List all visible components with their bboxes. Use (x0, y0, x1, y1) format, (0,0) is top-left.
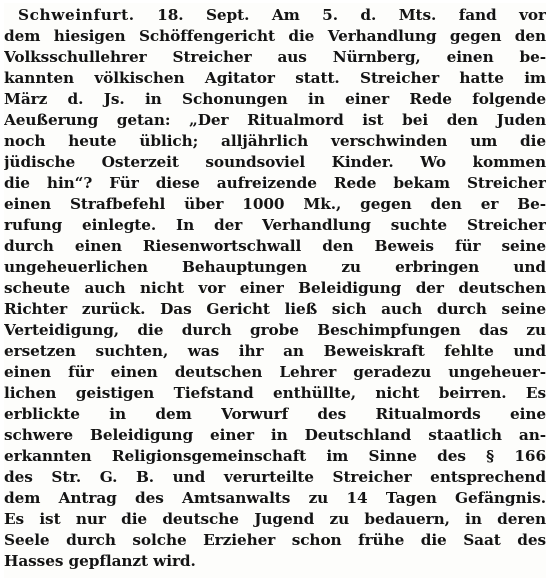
article-line-3: Volksschullehrer Streicher aus Nürnberg, einen be- (4, 48, 546, 66)
article-line-16: Verteidigung, die durch grobe Beschimpfungen das zu (4, 321, 546, 339)
article-line-6: Aeußerung getan: „Der Ritualmord ist bei den Juden (4, 111, 546, 129)
article-line-23: des Str. G. B. und verurteilte Streicher entsprechend (4, 468, 546, 486)
article-line-14: scheute auch nicht vor einer Beleidigung der deutschen (4, 279, 546, 297)
article-line-2: dem hiesigen Schöffengericht die Verhandlung gegen den (4, 27, 546, 45)
article-line-10: einen Strafbefehl über 1000 Mk., gegen den er Be- (4, 195, 546, 213)
article-line-11: rufung einlegte. In der Verhandlung suchte Streicher (4, 216, 546, 234)
article-line-21: schwere Beleidigung einer in Deutschland staatlich an- (4, 426, 546, 444)
article-line-25: Es ist nur die deutsche Jugend zu bedauern, in deren (4, 510, 546, 528)
article-line-27: Hasses gepflanzt wird. (4, 552, 196, 570)
article-line-8: jüdische Osterzeit soundsoviel Kinder. Wo kommen (4, 153, 546, 171)
newspaper-clipping (4, 3, 546, 578)
article-line-20: erblickte in dem Vorwurf des Ritualmords eine (4, 405, 546, 423)
article-line-13: ungeheuerlichen Behauptungen zu erbringen und (4, 258, 546, 276)
article-line-9: die hin“? Für diese aufreizende Rede bekam Streicher (4, 174, 546, 192)
dateline-place: Schweinfurt. (18, 6, 135, 24)
article-line-26: Seele durch solche Erzieher schon frühe die Saat des (4, 531, 546, 549)
article-line-4: kannten völkischen Agitator statt. Streicher hatte im (4, 69, 546, 87)
article-line-19: lichen geistigen Tiefstand enthüllte, nicht beirren. Es (4, 384, 546, 402)
article-line-17: ersetzen suchten, was ihr an Beweiskraft fehlte und (4, 342, 546, 360)
dateline-rest: 18. Sept. Am 5. d. Mts. fand vor (134, 6, 546, 24)
article-line-1 (4, 5, 546, 25)
article-line-5: März d. Js. in Schonungen in einer Rede folgende (4, 90, 546, 108)
article-line-15: Richter zurück. Das Gericht ließ sich auch durch seine (4, 300, 546, 318)
article-line-18: einen für einen deutschen Lehrer geradezu ungeheuer- (4, 363, 546, 381)
article-line-12: durch einen Riesenwortschwall den Beweis für seine (4, 237, 546, 255)
article-line-24: dem Antrag des Amtsanwalts zu 14 Tagen Gefängnis. (4, 489, 546, 507)
article-line-22: erkannten Religionsgemeinschaft im Sinne des § 166 (4, 447, 546, 465)
article-line-7: noch heute üblich; alljährlich verschwinden um die (4, 132, 546, 150)
